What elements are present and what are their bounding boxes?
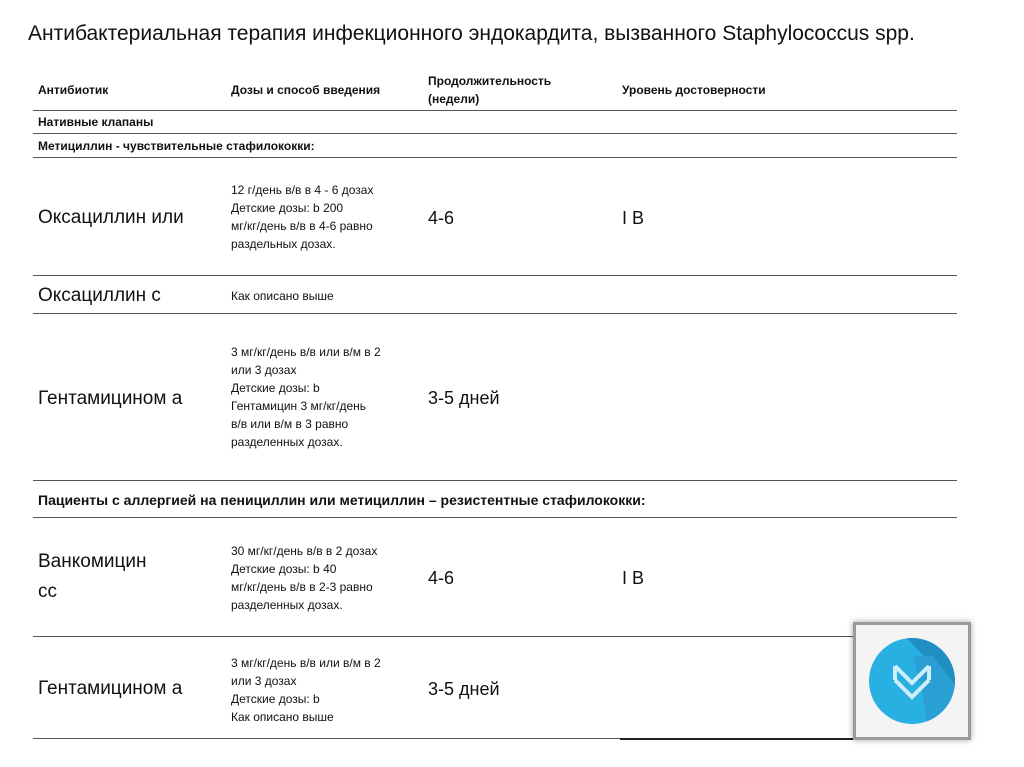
dose-line: разделенных дозах.	[231, 435, 343, 449]
dose-line: 12 г/день в/в в 4 - 6 дозах	[231, 183, 374, 197]
dose-line: мг/кг/день в/в в 2-3 равно	[231, 580, 373, 594]
dose-line: Детские дозы: b 40	[231, 562, 337, 576]
dose-line: Детские дозы: b	[231, 692, 320, 706]
header-antibiotic: Антибиотик	[38, 83, 109, 97]
drug-name	[38, 547, 147, 607]
drug-name-line2: cc	[38, 581, 57, 602]
drug-name: Оксациллин с	[38, 285, 161, 306]
divider	[33, 480, 957, 481]
dose-text	[231, 343, 426, 451]
dose-line: разделенных дозах.	[231, 598, 343, 612]
logo-frame	[853, 622, 971, 740]
dose-line: Как описано выше	[231, 289, 334, 303]
drug-name: Гентамицином а	[38, 678, 183, 699]
duration-value: 3-5 дней	[428, 388, 500, 408]
header-duration-line2: (недели)	[428, 92, 480, 106]
dose-line: или 3 дозах	[231, 363, 297, 377]
header-duration	[428, 72, 551, 108]
drug-name: Гентамицином а	[38, 388, 183, 409]
slide-title: Антибактериальная терапия инфекционного эндокардита, вызванного Staphylococcus spp.	[28, 22, 915, 45]
dose-text	[231, 542, 426, 614]
divider	[33, 636, 855, 637]
dose-text	[231, 181, 426, 253]
dose-line: Детские дозы: b	[231, 381, 320, 395]
dose-text	[231, 654, 426, 726]
divider	[620, 738, 860, 740]
dose-line: или 3 дозах	[231, 674, 297, 688]
dose-line: в/в или в/м в 3 равно	[231, 417, 349, 431]
dose-line: Гентамицин 3 мг/кг/день	[231, 399, 367, 413]
section-native: Нативные клапаны	[38, 115, 154, 129]
chevron-logo-icon	[867, 636, 957, 726]
divider	[33, 313, 957, 314]
dose-line: Как описано выше	[231, 710, 334, 724]
divider	[33, 517, 957, 518]
level-value: I B	[622, 568, 645, 588]
drug-name: Оксациллин или	[38, 207, 184, 228]
dose-line: мг/кг/день в/в в 4-6 равно	[231, 219, 373, 233]
dose-line: раздельных дозах.	[231, 237, 336, 251]
dose-text	[231, 287, 426, 305]
dose-line: 3 мг/кг/день в/в или в/м в 2	[231, 656, 381, 670]
divider	[33, 133, 957, 134]
level-value: I B	[622, 208, 645, 228]
duration-value: 4-6	[428, 208, 455, 228]
duration-value: 4-6	[428, 568, 455, 588]
divider	[33, 110, 957, 111]
header-duration-line1: Продолжительность	[428, 74, 552, 88]
section-mssa: Метициллин - чувствительные стафилококки:	[38, 139, 315, 153]
dose-line: 30 мг/кг/день в/в в 2 дозах	[231, 544, 378, 558]
duration-value: 3-5 дней	[428, 679, 500, 699]
section-allergy: Пациенты с аллергией на пенициллин или метициллин – резистентные стафилококки:	[38, 492, 646, 508]
drug-name-line1: Ванкомицин	[38, 551, 147, 572]
divider	[33, 275, 957, 276]
divider	[33, 157, 957, 158]
dose-line: 3 мг/кг/день в/в или в/м в 2	[231, 345, 381, 359]
header-dose: Дозы и способ введения	[231, 83, 381, 97]
dose-line: Детские дозы: b 200	[231, 201, 344, 215]
header-level: Уровень достоверности	[622, 83, 766, 97]
